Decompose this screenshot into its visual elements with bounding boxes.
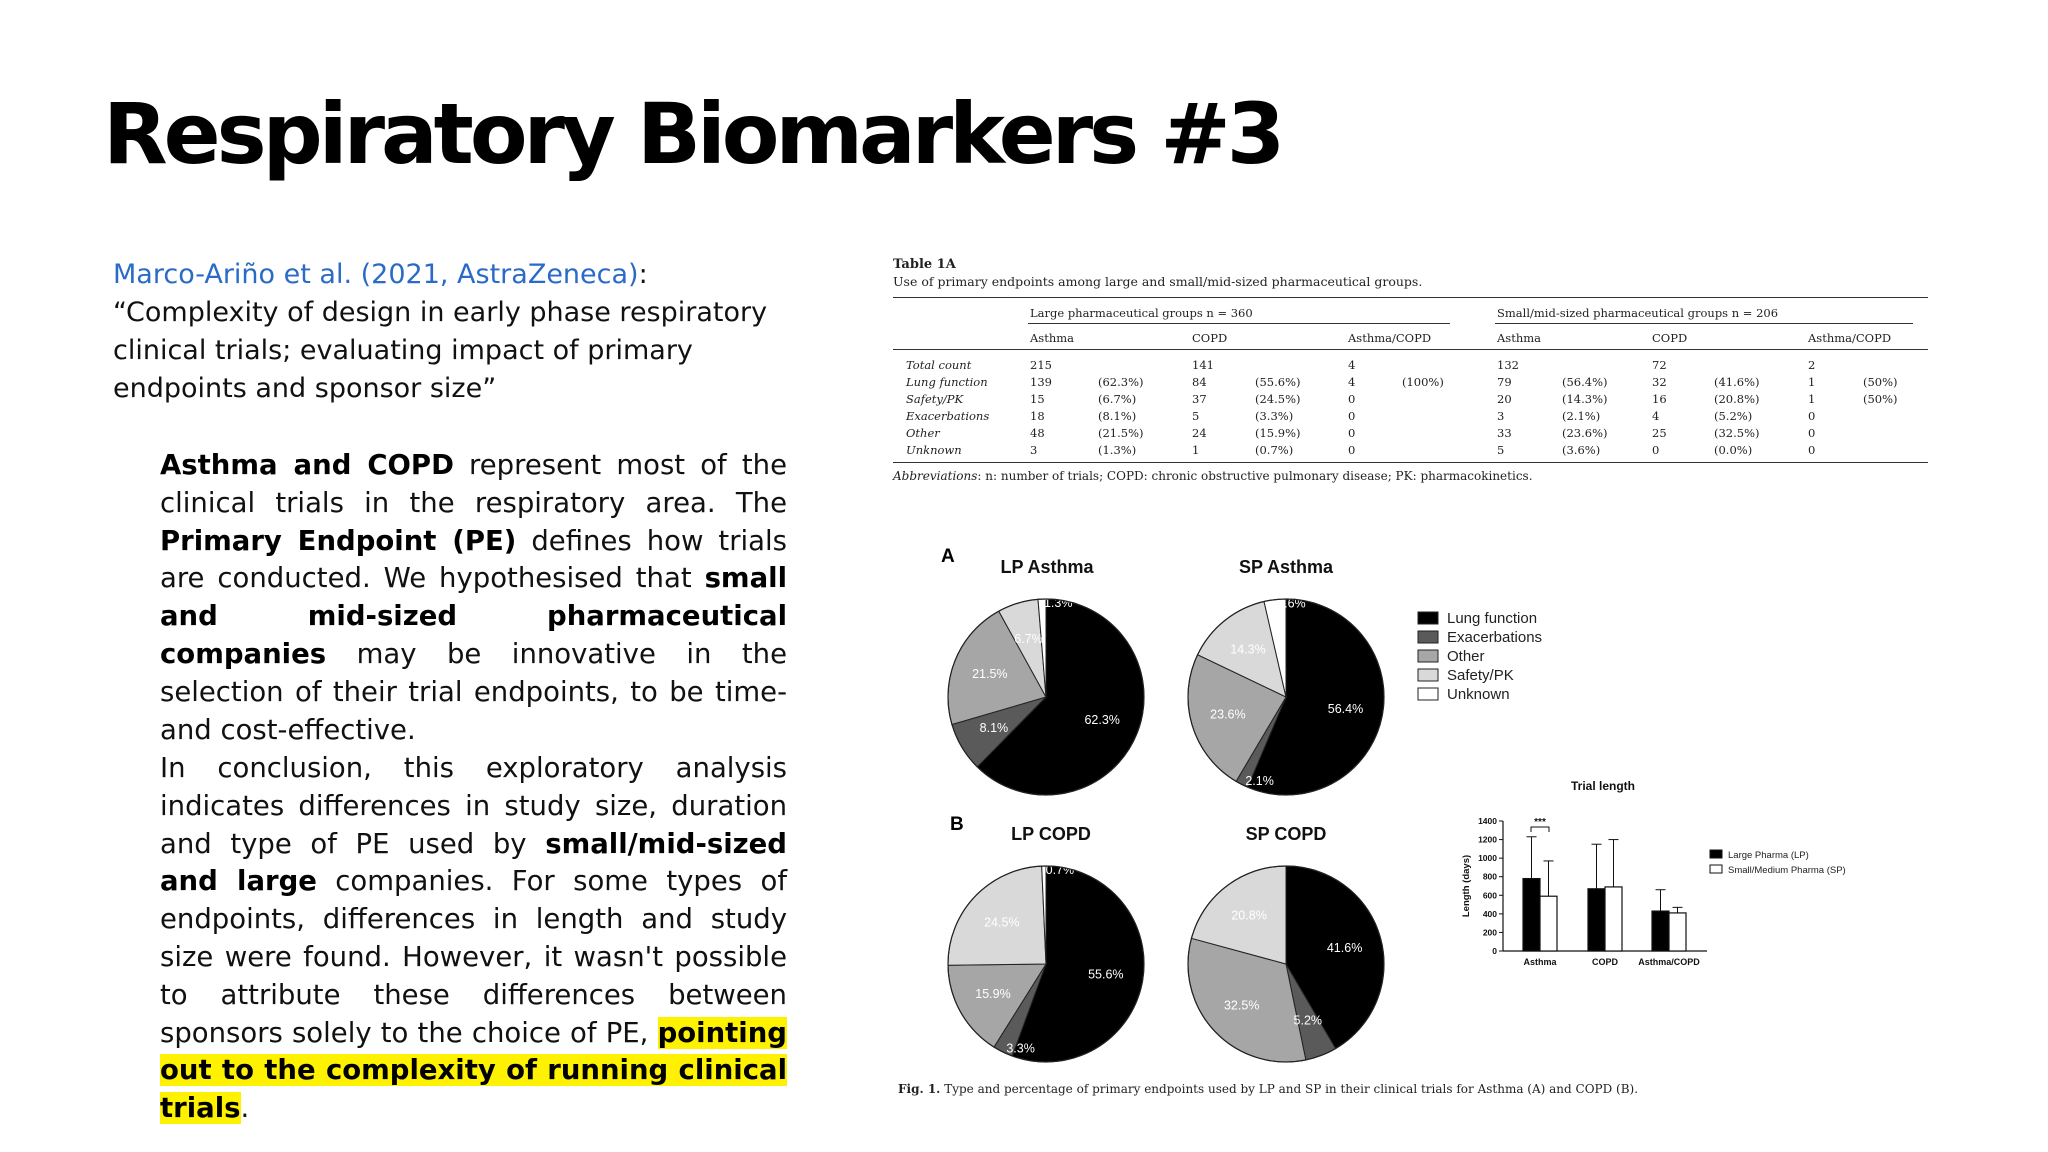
- pie-legend: [1418, 610, 1542, 703]
- citation-author: Marco-Ariño et al. (2021, AstraZeneca): [113, 259, 639, 290]
- caption-text: Type and percentage of primary endpoints used by LP and SP in their clinical trials for Asthma (A) and COPD (B).: [944, 1082, 1639, 1096]
- caption-label: Fig. 1.: [898, 1082, 941, 1096]
- pie-label: 3.6%: [1277, 596, 1306, 611]
- table-cell: 132: [1497, 358, 1519, 372]
- table-subheader: Asthma/COPD: [1348, 331, 1432, 345]
- table-cell: (100%): [1402, 375, 1444, 389]
- table-cell: (5.2%): [1714, 409, 1753, 423]
- pie-label: 24.5%: [984, 915, 1020, 930]
- table-cell: (1.3%): [1098, 443, 1137, 457]
- significance-label: ***: [1534, 817, 1546, 828]
- table-cell: 1: [1808, 392, 1816, 406]
- table-cell: 0: [1348, 409, 1356, 423]
- pie-title: LP COPD: [1011, 824, 1091, 844]
- pie-title: SP Asthma: [1238, 557, 1334, 577]
- table-cell: (6.7%): [1098, 392, 1137, 406]
- table-row-label: Unknown: [906, 443, 962, 457]
- table-cell: (14.3%): [1562, 392, 1608, 406]
- table-subheader: Asthma: [1030, 331, 1074, 345]
- table-row-label: Safety/PK: [906, 392, 964, 406]
- para2-text-1: In conclusion, this exploratory analysis indicates differences in study size, duration and type of PE used by: [160, 752, 787, 860]
- y-tick-label: 600: [1482, 890, 1497, 901]
- pie-title: SP COPD: [1245, 824, 1327, 844]
- table-cell: (0.7%): [1255, 443, 1294, 457]
- table-cell: 18: [1030, 409, 1045, 423]
- bar: [1523, 879, 1540, 951]
- table-row-label: Lung function: [906, 375, 988, 389]
- pie-label: 56.4%: [1327, 702, 1364, 717]
- para1-bold-2: Primary Endpoint (PE): [160, 524, 517, 557]
- table-row-label: Exacerbations: [906, 409, 990, 423]
- pie-label: 0.7%: [1045, 862, 1075, 877]
- pie-label: 32.5%: [1223, 998, 1260, 1013]
- table-cell: 48: [1030, 426, 1045, 440]
- table-cell: (50%): [1863, 375, 1898, 389]
- legend-swatch: [1418, 669, 1438, 681]
- pie-label: 21.5%: [972, 666, 1008, 681]
- table-cell: 5: [1497, 443, 1505, 457]
- table-cell: 16: [1652, 392, 1667, 406]
- table-cell: 32: [1652, 375, 1667, 389]
- para1-text-2: defines how trials are conducted. We hypothesised that: [160, 524, 787, 595]
- table-cell: (56.4%): [1562, 375, 1608, 389]
- bar: [1588, 889, 1605, 951]
- bar-title: Trial length: [1570, 779, 1636, 793]
- y-tick-label: 400: [1482, 908, 1497, 919]
- figure-caption: [898, 1082, 1638, 1096]
- y-axis-label: Length (days): [1461, 854, 1472, 918]
- abbrev-text: : n: number of trials; COPD: chronic obstructive pulmonary disease; PK: pharmacokinetics.: [977, 469, 1533, 483]
- table-cell: 2: [1808, 358, 1816, 372]
- legend-swatch: [1418, 612, 1438, 624]
- panel-b-label: B: [950, 814, 964, 835]
- pie-label: 15.9%: [975, 986, 1011, 1001]
- table-cell: (3.3%): [1255, 409, 1294, 423]
- legend-label: Safety/PK: [1447, 667, 1514, 684]
- table-cell: 3: [1497, 409, 1505, 423]
- para1-bold-3: small and mid-sized pharmaceutical companies: [160, 562, 787, 670]
- table-cell: 25: [1652, 426, 1667, 440]
- table-cell: 0: [1808, 426, 1816, 440]
- bar-legend-label: Small/Medium Pharma (SP): [1728, 865, 1846, 876]
- pie-label: 62.3%: [1084, 713, 1120, 727]
- table-cell: 15: [1030, 392, 1045, 406]
- pie-label: 41.6%: [1326, 941, 1363, 956]
- table-cell: 141: [1192, 358, 1214, 372]
- bar-legend-label: Large Pharma (LP): [1728, 850, 1809, 861]
- y-tick-label: 1000: [1478, 853, 1497, 864]
- table-cell: 4: [1348, 375, 1356, 389]
- table-cell: 24: [1192, 426, 1207, 440]
- table-subheader: COPD: [1652, 331, 1688, 345]
- y-tick-label: 1400: [1478, 816, 1497, 826]
- bar: [1605, 887, 1622, 951]
- citation-colon: :: [638, 259, 648, 290]
- table-row-label: Other: [906, 426, 940, 440]
- table-row-label: Total count: [906, 358, 972, 372]
- x-tick-label: Asthma: [1523, 957, 1557, 967]
- para1-text-3: may be innovative in the selection of their trial endpoints, to be time- and cost-effective.: [160, 637, 787, 746]
- table-cell: 33: [1497, 426, 1512, 440]
- legend-label: Lung function: [1447, 610, 1538, 627]
- x-tick-label: Asthma/COPD: [1638, 957, 1700, 967]
- table-subheader: Asthma/COPD: [1808, 331, 1892, 345]
- pie-title: LP Asthma: [1000, 557, 1094, 577]
- table-cell: (32.5%): [1714, 426, 1760, 440]
- table-cell: 1: [1192, 443, 1200, 457]
- table-cell: 79: [1497, 375, 1512, 389]
- pie-label: 3.3%: [1006, 1041, 1035, 1056]
- bar-legend-swatch: [1710, 865, 1722, 873]
- y-tick-label: 200: [1482, 927, 1497, 938]
- table-cell: (3.6%): [1562, 443, 1601, 457]
- para2-highlight: pointing out to the complexity of running clinical trials: [160, 1016, 787, 1125]
- pie-label: 8.1%: [979, 721, 1009, 736]
- table-cell: (0.0%): [1714, 443, 1753, 457]
- pie-label: 14.3%: [1230, 642, 1266, 657]
- page-title: Respiratory Biomarkers #3: [103, 85, 1282, 183]
- abbrev-label: Abbreviations: [893, 469, 978, 483]
- y-tick-label: 800: [1482, 871, 1497, 882]
- table-cell: 37: [1192, 392, 1207, 406]
- table-cell: (8.1%): [1098, 409, 1137, 423]
- legend-label: Unknown: [1447, 686, 1510, 703]
- pie-label: 1.3%: [1043, 596, 1073, 610]
- bar-legend-swatch: [1710, 850, 1722, 858]
- table-subheader: COPD: [1192, 331, 1228, 345]
- pie-label: 5.2%: [1293, 1013, 1323, 1028]
- table-cell: 20: [1497, 392, 1512, 406]
- para2-bold-1: small/mid-sized and large: [160, 827, 787, 898]
- para1-text-1: represent most of the clinical trials in the respiratory area. The: [160, 449, 787, 519]
- para2-text-2: companies. For some types of endpoints, differences in length and study size were found. However, it wasn't possible to attribute these differences between sponsors solely to the choice of PE,: [160, 865, 787, 1049]
- table-cell: 3: [1030, 443, 1038, 457]
- pie-charts: [948, 557, 1384, 1062]
- bar: [1540, 896, 1557, 951]
- bar: [1652, 911, 1669, 951]
- pie-label: 20.8%: [1231, 908, 1267, 923]
- table-cell: 4: [1348, 358, 1356, 372]
- table-cell: (41.6%): [1714, 375, 1760, 389]
- legend-swatch: [1418, 631, 1438, 643]
- para1-bold-1: Asthma and COPD: [160, 449, 454, 481]
- table-cell: 0: [1652, 443, 1660, 457]
- table-cell: (21.5%): [1098, 426, 1144, 440]
- table-cell: 139: [1030, 375, 1052, 389]
- table-cell: 84: [1192, 375, 1207, 389]
- legend-label: Other: [1447, 648, 1485, 665]
- citation-quote: “Complexity of design in early phase respiratory clinical trials; evaluating impact of primary endpoints and sponsor size”: [113, 297, 768, 404]
- table-cell: (15.9%): [1255, 426, 1301, 440]
- table-cell: 72: [1652, 358, 1667, 372]
- legend-swatch: [1418, 688, 1438, 700]
- panel-a-label: A: [941, 546, 955, 567]
- table-cell: (2.1%): [1562, 409, 1601, 423]
- table-cell: 5: [1192, 409, 1200, 423]
- trial-length-chart: [1461, 779, 1846, 967]
- table-subtitle: Use of primary endpoints among large and small/mid-sized pharmaceutical groups.: [893, 274, 1423, 289]
- y-tick-label: 0: [1492, 946, 1497, 956]
- bar: [1669, 913, 1686, 951]
- legend-label: Exacerbations: [1447, 629, 1543, 646]
- pie-label: 55.6%: [1088, 967, 1124, 982]
- table-cell: (50%): [1863, 392, 1898, 406]
- legend-swatch: [1418, 650, 1438, 662]
- pie-label: 23.6%: [1210, 707, 1246, 722]
- table-cell: 0: [1348, 392, 1356, 406]
- pie-label: 6.7%: [1014, 631, 1043, 646]
- table-cell: 0: [1348, 426, 1356, 440]
- table-cell: (23.6%): [1562, 426, 1608, 440]
- table-cell: (62.3%): [1098, 375, 1144, 389]
- table-subheader: Asthma: [1497, 331, 1541, 345]
- para2-end: .: [240, 1092, 250, 1125]
- table-cell: 1: [1808, 375, 1816, 389]
- table-cell: 0: [1808, 443, 1816, 457]
- table-group-small: Small/mid-sized pharmaceutical groups n = 206: [1497, 306, 1779, 320]
- table-cell: (20.8%): [1714, 392, 1760, 406]
- table-cell: 215: [1030, 358, 1052, 372]
- table-cell: 0: [1808, 409, 1816, 423]
- table-cell: 0: [1348, 443, 1356, 457]
- table-cell: 4: [1652, 409, 1660, 423]
- pie-label: 2.1%: [1245, 774, 1274, 788]
- table-group-large: Large pharmaceutical groups n = 360: [1030, 306, 1253, 320]
- x-tick-label: COPD: [1591, 957, 1619, 967]
- table-title: Table 1A: [893, 257, 956, 272]
- table-cell: (24.5%): [1255, 392, 1301, 406]
- y-tick-label: 1200: [1478, 834, 1497, 845]
- table-cell: (55.6%): [1255, 375, 1301, 389]
